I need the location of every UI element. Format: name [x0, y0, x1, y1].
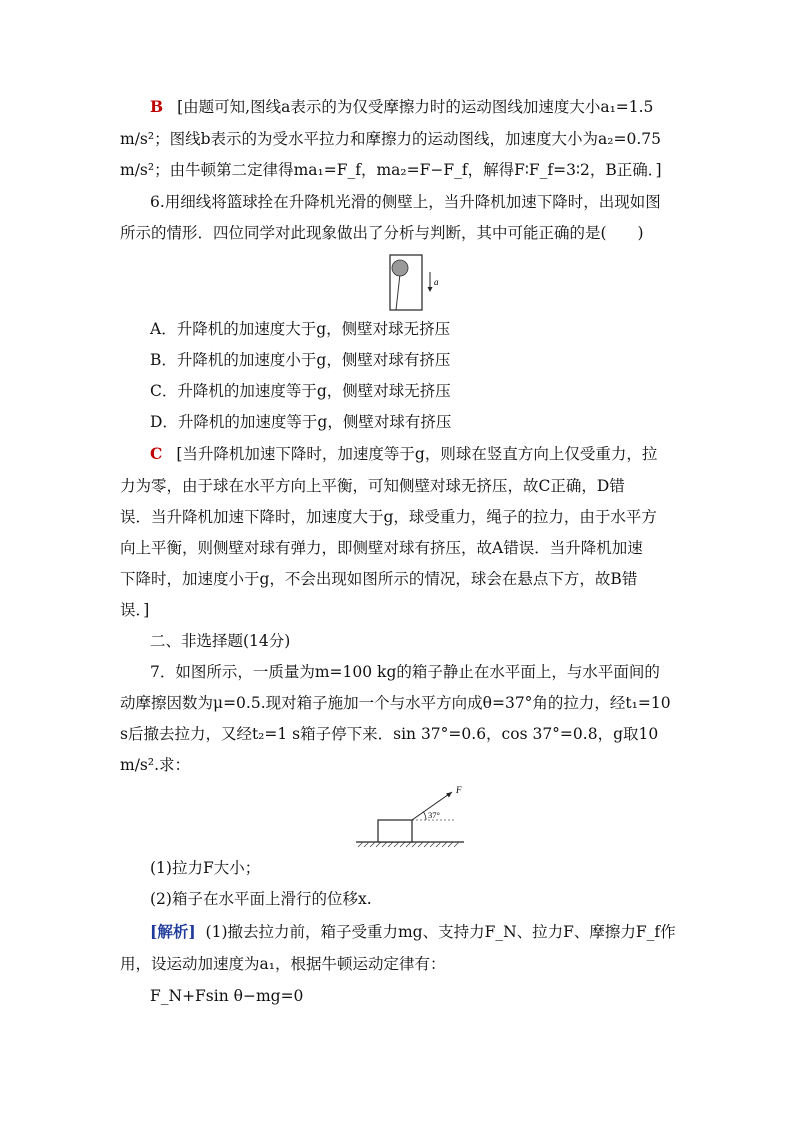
acceleration-label: a [434, 277, 439, 287]
q6-option-b: B．升降机的加速度小于g，侧壁对球有挤压 [150, 351, 451, 369]
analysis-tag: [解析] [150, 922, 196, 941]
elevator-figure [388, 254, 448, 312]
q6-stem-line1: 6.用细线将篮球拴在升降机光滑的侧壁上，当升降机加速下降时，出现如图 [150, 193, 661, 211]
q7-stem-line4: m/s².求： [120, 756, 191, 774]
q6-explanation-line6: 误．] [120, 601, 150, 619]
force-arrow-head [446, 792, 452, 798]
q6-option-d: D．升降机的加速度等于g，侧壁对球有挤压 [150, 413, 452, 431]
arrow-head [428, 287, 433, 292]
ball [392, 260, 408, 276]
q5-explanation-line3: m/s²；由牛顿第二定律得ma₁=F_f，ma₂=F−F_f，解得F∶F_f=3∶2，B正确．] [120, 161, 662, 179]
q6-explanation-line1: C [当升降机加速下降时，加速度等于g，则球在竖直方向上仅受重力，拉 [150, 444, 658, 463]
q7-sub1: (1)拉力F大小； [150, 859, 261, 877]
q7-stem-line1: 7．如图所示，一质量为m=100 kg的箱子静止在水平面上，与水平面间的 [150, 663, 660, 681]
q6-explanation-line5: 下降时，加速度小于g，不会出现如图所示的情况，球会在悬点下方，故B错 [120, 570, 638, 588]
q7-sub2: (2)箱子在水平面上滑行的位移x. [150, 890, 372, 908]
ground-hatching [358, 842, 459, 847]
q7-analysis-line2: 用，设运动加速度为a₁，根据牛顿运动定律有： [120, 955, 446, 973]
q6-option-a: A．升降机的加速度大于g，侧壁对球无挤压 [150, 320, 451, 338]
q6-stem-line2: 所示的情形．四位同学对此现象做出了分析与判断，其中可能正确的是( ) [120, 224, 644, 242]
box-force-figure [354, 784, 470, 850]
elevator-diagram [388, 254, 448, 312]
q6-explanation-line4: 向上平衡，则侧壁对球有弹力，即侧壁对球有挤压，故A错误．当升降机加速 [120, 539, 643, 557]
box-force-diagram [354, 784, 470, 850]
q7-stem-line3: s后撤去拉力，又经t₂=1 s箱子停下来．sin 37°=0.6，cos 37°=0.8，g取10 [120, 725, 659, 743]
string-line [396, 274, 400, 310]
box [378, 820, 412, 842]
q5-explanation-line1: B [由题可知,图线a表示的为仅受摩擦力时的运动图线加速度大小a₁=1.5 [150, 97, 654, 116]
q7-equation: F_N+Fsin θ−mg=0 [150, 987, 304, 1005]
q5-explanation-line2: m/s²；图线b表示的为受水平拉力和摩擦力的运动图线，加速度大小为a₂=0.75 [120, 130, 661, 148]
q7-analysis-line1: [解析] (1)撤去拉力前，箱子受重力mg、支持力F_N、拉力F、摩擦力F_f作 [150, 922, 676, 941]
force-label: F [456, 785, 462, 795]
q6-option-c: C．升降机的加速度等于g，侧壁对球无挤压 [150, 382, 451, 400]
angle-label: 37° [428, 810, 440, 820]
angle-arc [424, 812, 427, 820]
section-title: 二、非选择题(14分) [150, 632, 291, 650]
q5-answer-letter: B [150, 97, 164, 116]
q6-explanation-line2: 力为零，由于球在水平方向上平衡，可知侧壁对球无挤压，故C正确，D错 [120, 477, 625, 495]
q6-answer-letter: C [150, 444, 163, 463]
q6-explanation-line3: 误．当升降机加速下降时，加速度大于g，球受重力，绳子的拉力，由于水平方 [120, 508, 657, 526]
q7-stem-line2: 动摩擦因数为μ=0.5.现对箱子施加一个与水平方向成θ=37°角的拉力，经t₁=10 [120, 694, 671, 712]
